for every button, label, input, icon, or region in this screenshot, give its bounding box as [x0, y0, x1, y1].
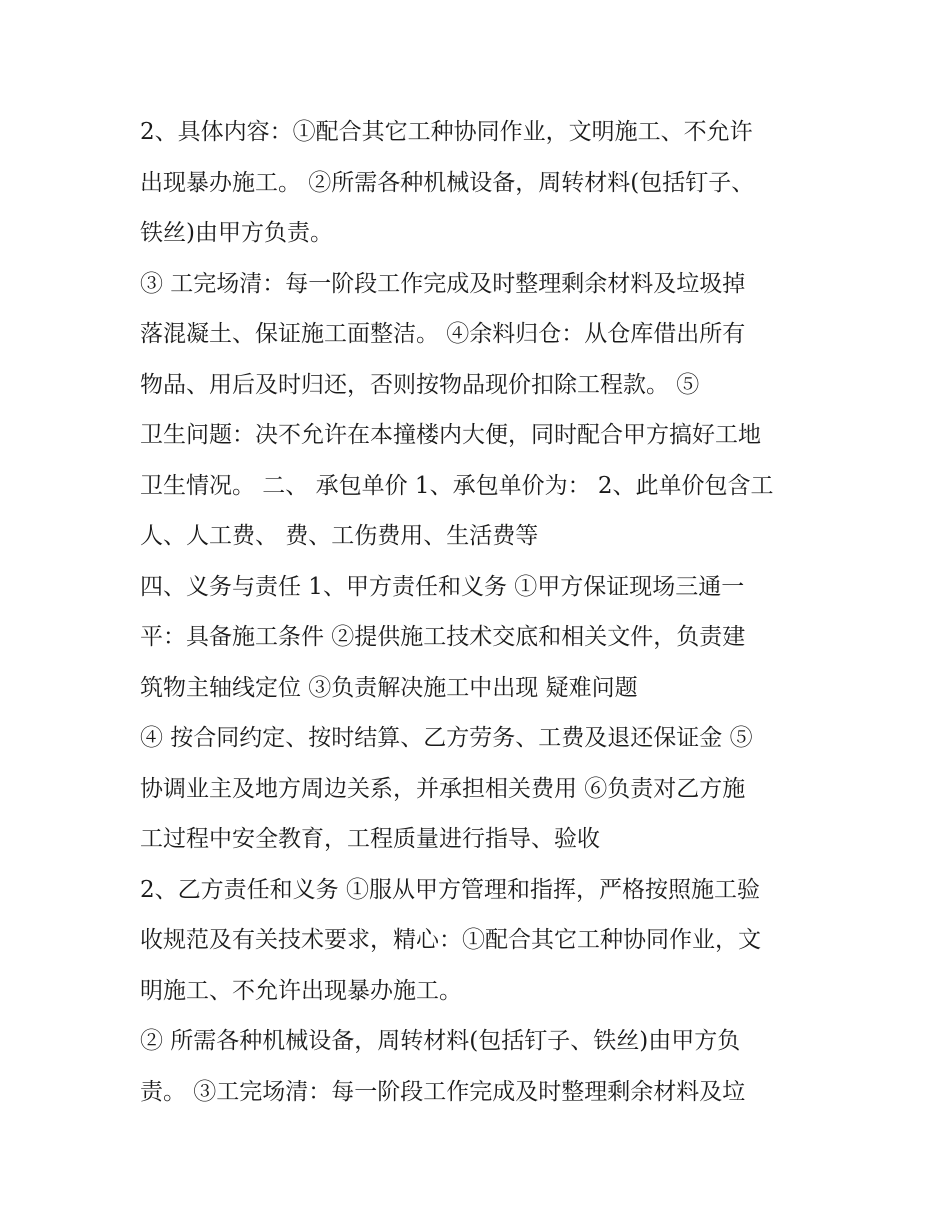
text-line: 出现暴办施工。 ②所需各种机械设备，周转材料(包括钉子、	[140, 169, 755, 196]
text-line: ④ 按合同约定、按时结算、乙方劳务、工费及退还保证金 ⑤	[140, 725, 753, 751]
text-line: 卫生情况。 二、 承包单价 1、承包单价为： 2、此单价包含工	[140, 472, 774, 499]
text-line: 平：具备施工条件 ②提供施工技术交底和相关文件，负责建	[140, 624, 746, 650]
text-line: 卫生问题：决不允许在本撞楼内大便，同时配合甲方搞好工地	[140, 422, 761, 448]
text-line: 物品、用后及时归还，否则按物品现价扣除工程款。 ⑤	[140, 371, 700, 398]
text-line: 2、具体内容：①配合其它工种协同作业，文明施工、不允许	[140, 119, 753, 145]
document-body	[140, 107, 830, 1117]
text-line: 筑物主轴线定位 ③负责解决施工中出现 疑难问题	[140, 674, 638, 701]
text-line: 四、义务与责任 1、甲方责任和义务 ①甲方保证现场三通一	[140, 573, 745, 600]
text-line: 明施工、不允许出现暴办施工。	[140, 977, 462, 1004]
text-line: 工过程中安全教育，工程质量进行指导、验收	[140, 826, 600, 852]
text-line: 2、乙方责任和义务 ①服从甲方管理和指挥，严格按照施工验	[140, 876, 760, 903]
text-line: ② 所需各种机械设备，周转材料(包括钉子、铁丝)由甲方负	[140, 1028, 741, 1054]
text-line: 收规范及有关技术要求，精心：①配合其它工种协同作业，文	[140, 927, 761, 953]
text-line: 人、人工费、 费、工伤费用、生活费等	[140, 523, 539, 549]
text-line: ③ 工完场清：每一阶段工作完成及时整理剩余材料及垃圾掉	[140, 270, 746, 297]
text-line: 铁丝)由甲方负责。	[140, 220, 333, 246]
text-line: 责。 ③工完场清：每一阶段工作完成及时整理剩余材料及垃	[140, 1078, 746, 1105]
text-line: 协调业主及地方周边关系，并承担相关费用 ⑥负责对乙方施	[140, 775, 746, 802]
text-line: 落混凝土、保证施工面整洁。 ④余料归仓：从仓库借出所有	[140, 321, 746, 347]
